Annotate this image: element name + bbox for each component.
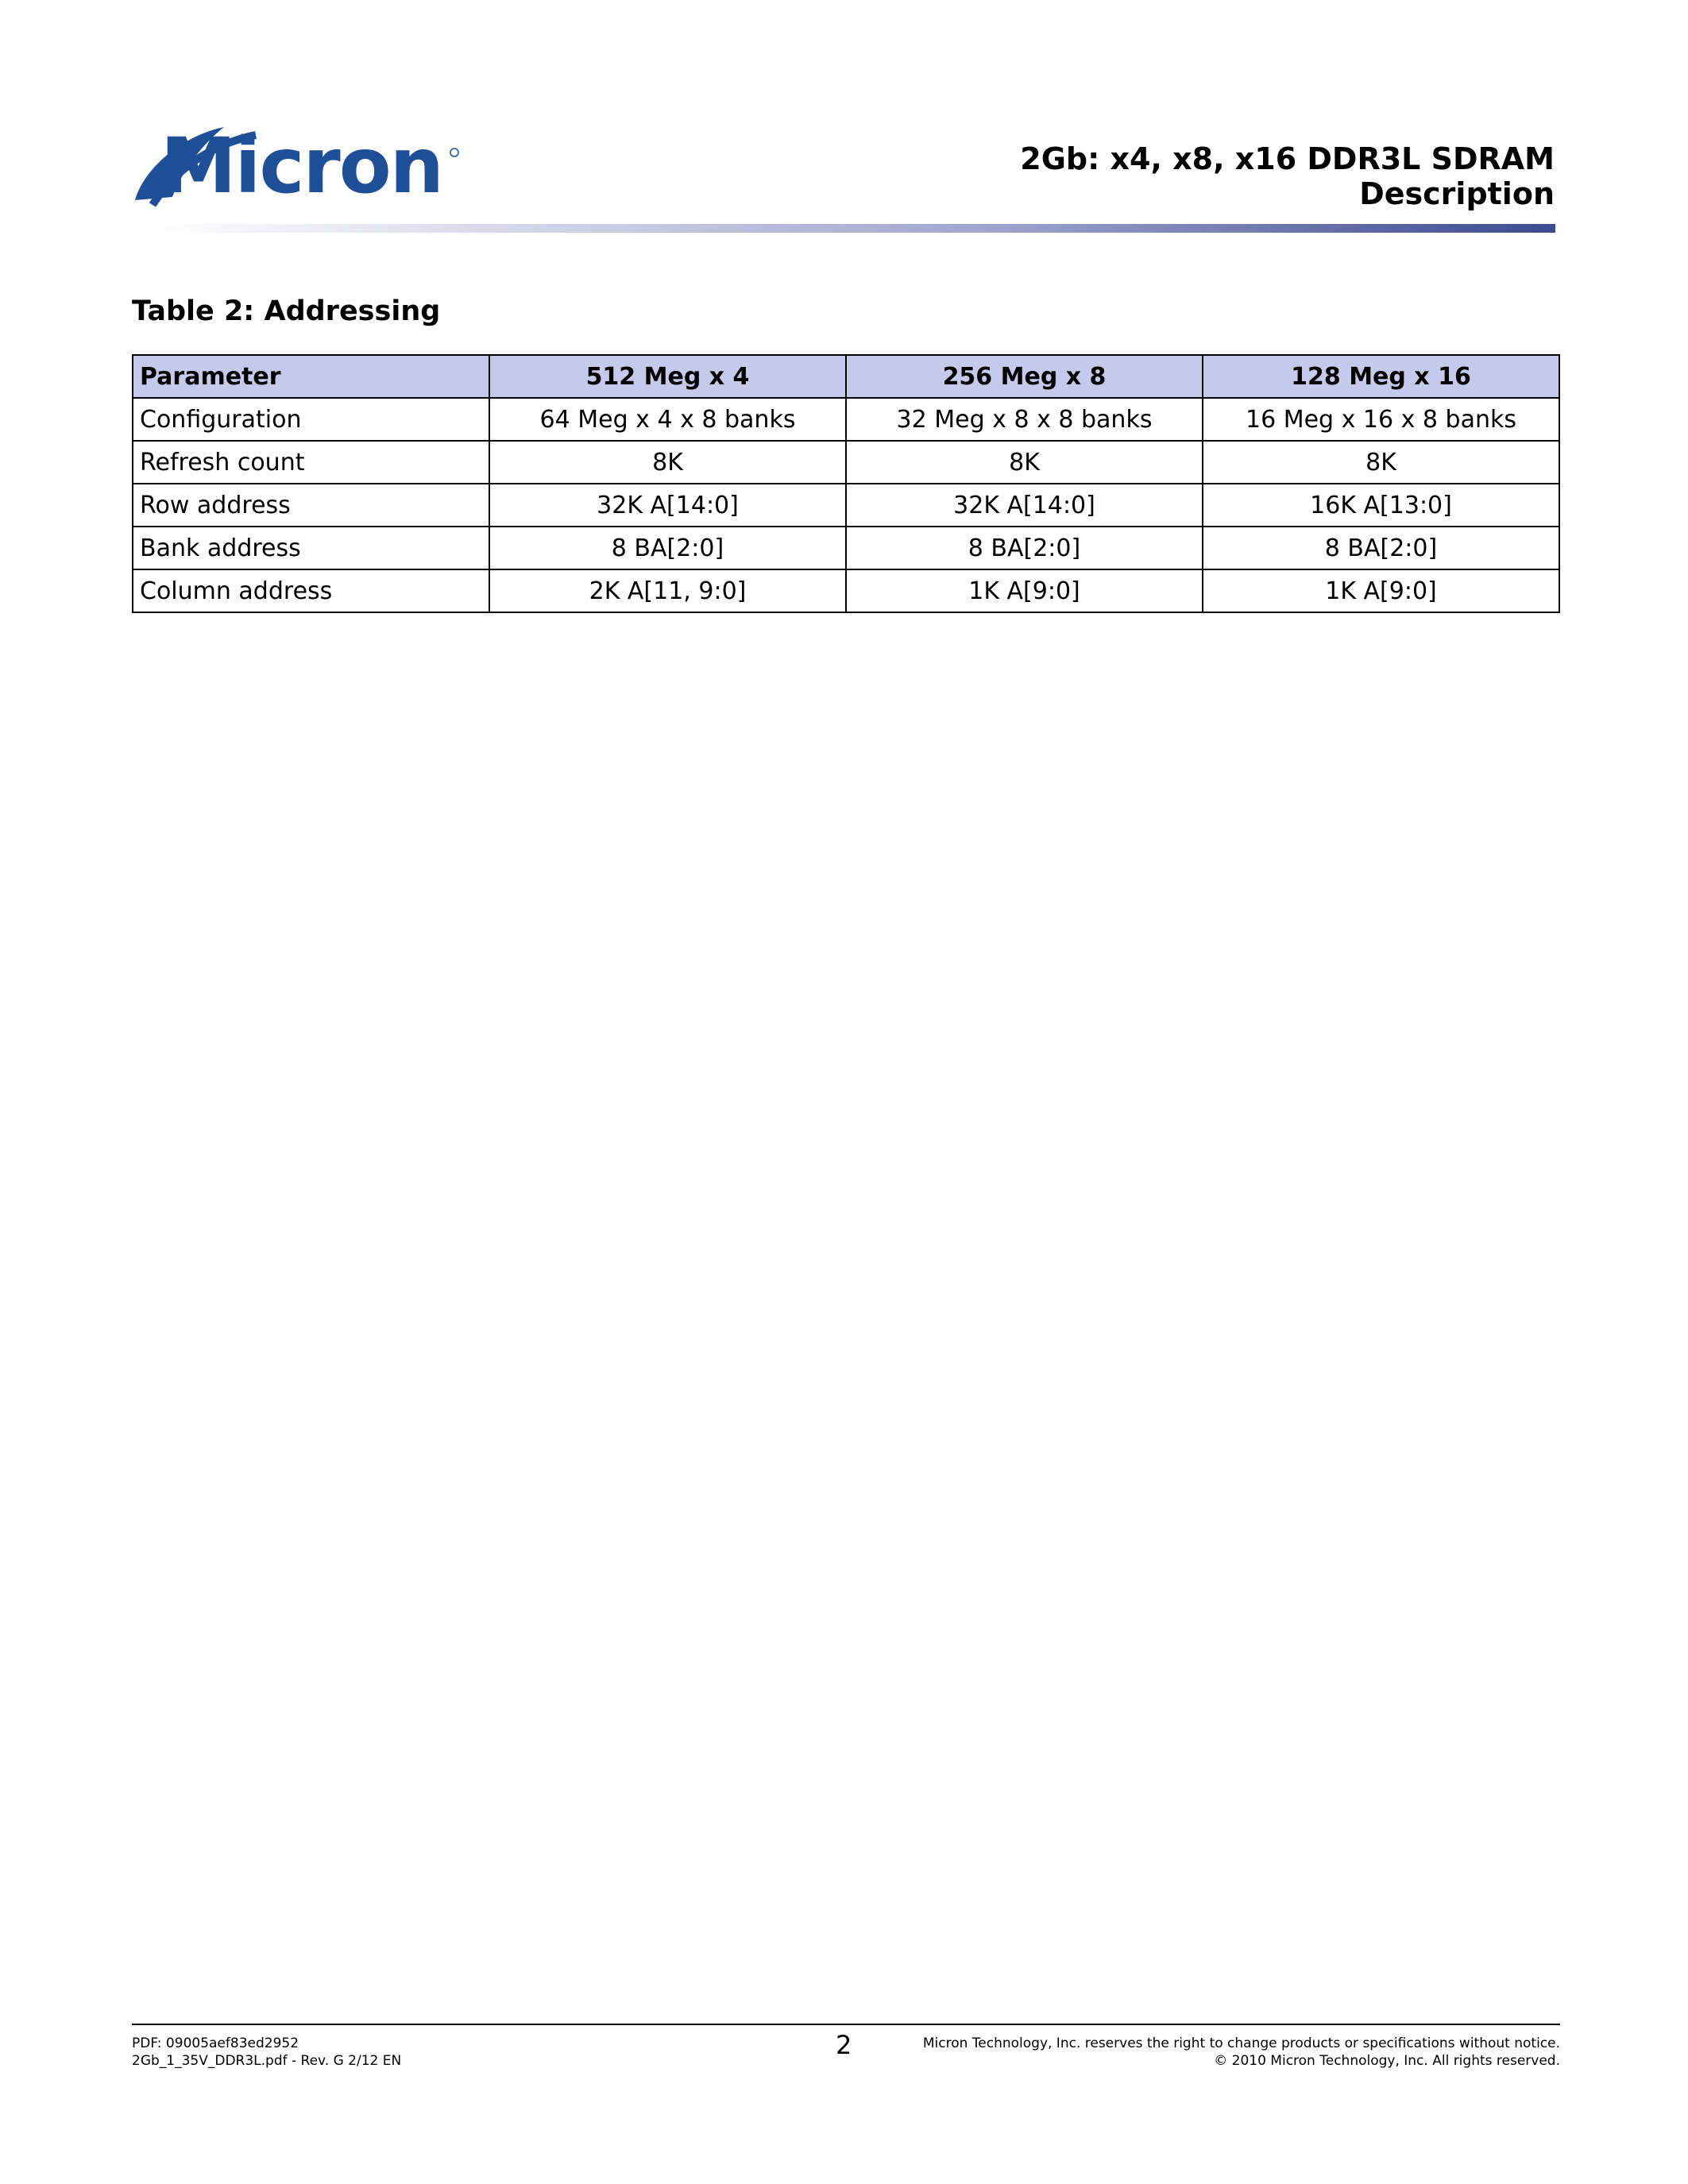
- table-cell: 16 Meg x 16 x 8 banks: [1203, 398, 1559, 441]
- table-cell: 8 BA[2:0]: [489, 527, 846, 569]
- table-cell: Column address: [133, 569, 489, 612]
- table-cell: 2K A[11, 9:0]: [489, 569, 846, 612]
- table-cell: 16K A[13:0]: [1203, 484, 1559, 527]
- footer-disclaimer: Micron Technology, Inc. reserves the right to change products or specifications without notice.: [922, 2035, 1560, 2051]
- column-header-128meg-x16: 128 Meg x 16: [1203, 355, 1559, 398]
- header-title-line1: 2Gb: x4, x8, x16 DDR3L SDRAM: [1020, 141, 1555, 176]
- table-cell: 32 Meg x 8 x 8 banks: [846, 398, 1203, 441]
- footer-legal: [923, 2035, 1560, 2070]
- column-header-parameter: Parameter: [133, 355, 489, 398]
- table-caption: Table 2: Addressing: [132, 295, 441, 327]
- table-cell: 32K A[14:0]: [846, 484, 1203, 527]
- table-row: [133, 441, 1559, 484]
- micron-logo: [129, 111, 462, 214]
- table-cell: 8K: [846, 441, 1203, 484]
- table-row: [133, 398, 1559, 441]
- footer-document-info: [132, 2035, 401, 2070]
- addressing-table: [132, 354, 1560, 613]
- column-header-512meg-x4: 512 Meg x 4: [489, 355, 846, 398]
- table-cell: 1K A[9:0]: [1203, 569, 1559, 612]
- header-title-line2: Description: [1359, 176, 1555, 211]
- column-header-256meg-x8: 256 Meg x 8: [846, 355, 1203, 398]
- table-row: [133, 484, 1559, 527]
- document-header-title: [1020, 141, 1555, 211]
- table-cell: 8 BA[2:0]: [1203, 527, 1559, 569]
- footer-pdf-id: PDF: 09005aef83ed2952: [132, 2035, 299, 2051]
- logo-wordmark: Micron: [160, 122, 442, 210]
- table-cell: 8K: [489, 441, 846, 484]
- table-row: [133, 569, 1559, 612]
- footer-filename: 2Gb_1_35V_DDR3L.pdf - Rev. G 2/12 EN: [132, 2053, 402, 2069]
- table-cell: Configuration: [133, 398, 489, 441]
- page-number: 2: [836, 2030, 852, 2060]
- micron-logo-graphic: [129, 111, 462, 214]
- table-cell: Refresh count: [133, 441, 489, 484]
- table-cell: 8 BA[2:0]: [846, 527, 1203, 569]
- footer-copyright: © 2010 Micron Technology, Inc. All rights reserved.: [1214, 2053, 1560, 2069]
- header-gradient-rule: [151, 224, 1555, 233]
- table-row: [133, 527, 1559, 569]
- table-header-row: [133, 355, 1559, 398]
- table-cell: 32K A[14:0]: [489, 484, 846, 527]
- footer-rule: [132, 2024, 1560, 2025]
- table-cell: Bank address: [133, 527, 489, 569]
- table-cell: 64 Meg x 4 x 8 banks: [489, 398, 846, 441]
- table-cell: 1K A[9:0]: [846, 569, 1203, 612]
- table-cell: Row address: [133, 484, 489, 527]
- table-cell: 8K: [1203, 441, 1559, 484]
